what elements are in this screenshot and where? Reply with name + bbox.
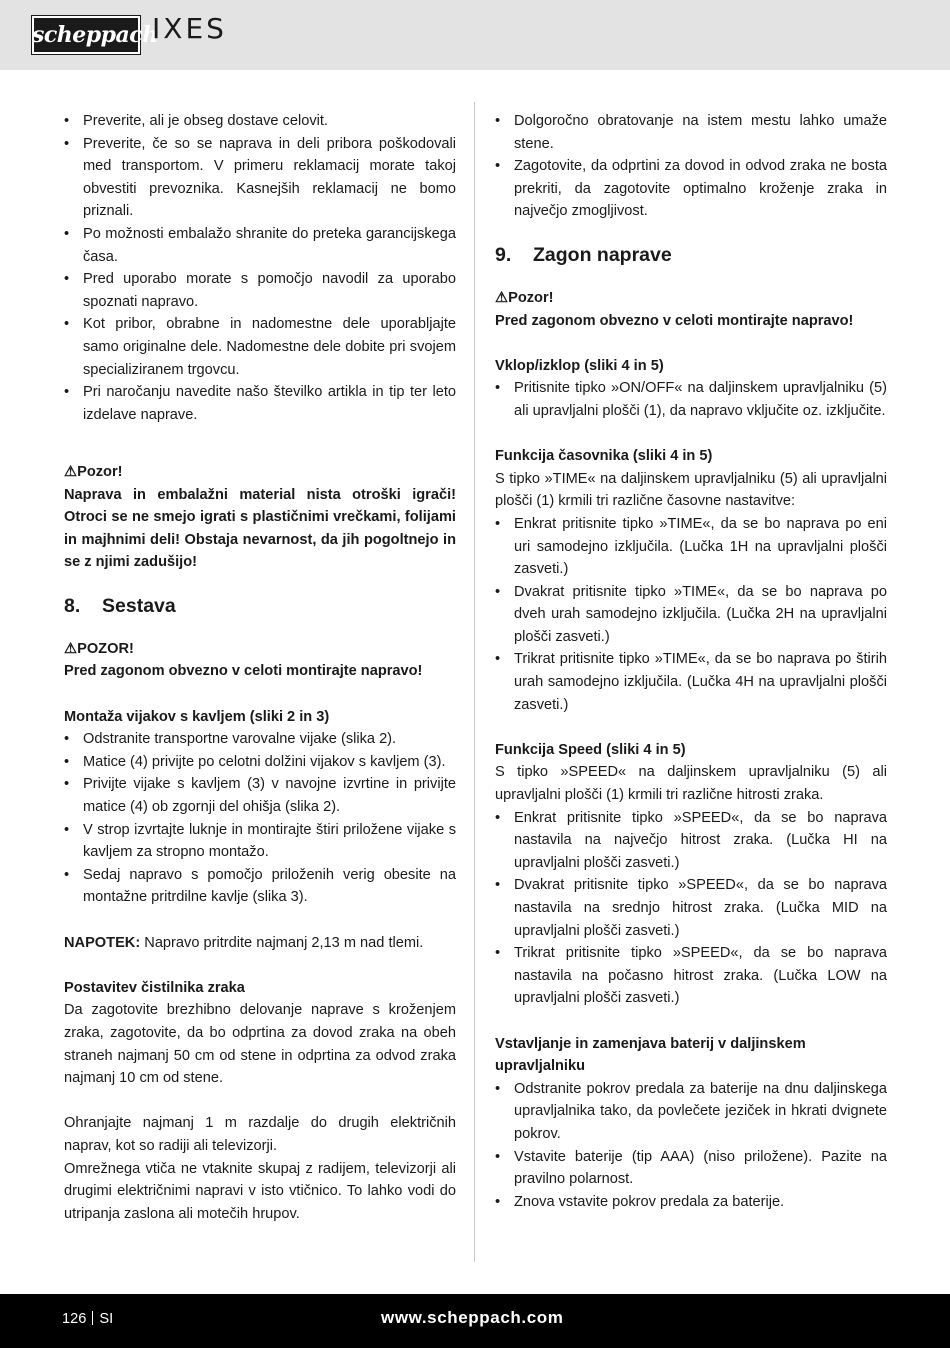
section-heading-8: 8. Sestava bbox=[64, 594, 176, 617]
paragraph: Ohranjajte najmanj 1 m razdalje do drugih električnih naprav, kot so radiji ali televizorji. bbox=[64, 1115, 456, 1154]
list-item: • Po možnosti embalažo shranite do preteka garancijskega časa. bbox=[64, 225, 456, 265]
list-item: • Dvakrat pritisnite tipko »SPEED«, da se bo naprava nastavila na srednjo hitrost zraka. (Lučka MID na upravljalni plošči zasveti.) bbox=[495, 877, 887, 939]
warning-text: Naprava in embalažni material nista otroški igrači! Otroci se ne smejo igrati s plastičnimi vrečkami, folijami in majhnimi deli! Obstaja nevarnost, da jih pogoltnejo in se z njimi zadušijo! bbox=[64, 486, 456, 571]
list-item: • Trikrat pritisnite tipko »SPEED«, da se bo naprava nastavila na počasno hitrost zraka. (Lučka LOW na upravljalni plošči zasveti.) bbox=[495, 945, 887, 1007]
left-column bbox=[64, 110, 456, 1225]
page-number: 126 SI bbox=[62, 1311, 114, 1327]
right-column bbox=[495, 110, 887, 1213]
warning-heading: ⚠POZOR! bbox=[64, 640, 134, 657]
website-link[interactable]: www.scheppach.com bbox=[381, 1308, 564, 1327]
note-paragraph: NAPOTEK: Napravo pritrdite najmanj 2,13 m nad tlemi. bbox=[64, 934, 424, 951]
list-item: • Odstranite pokrov predala za baterije na dnu daljinskega upravljalnika tako, da povlečete jeziček in hkrati dvignete pokrov. bbox=[495, 1080, 887, 1142]
paragraph: S tipko »TIME« na daljinskem upravljalniku (5) ali upravljalni plošči (1) krmili tri različne časovne nastavitve: bbox=[495, 470, 887, 510]
language-code: SI bbox=[99, 1311, 114, 1327]
subsection-heading: Postavitev čistilnika zraka bbox=[64, 979, 245, 996]
list-item: • Sedaj napravo s pomočjo priloženih verig obesite na montažne pritrdilne kavlje (slika 3). bbox=[64, 866, 456, 906]
scheppach-logo: scheppach bbox=[32, 16, 140, 54]
list-item: • Dolgoročno obratovanje na istem mestu lahko umaže stene. bbox=[495, 113, 887, 152]
list-item: • Enkrat pritisnite tipko »TIME«, da se bo naprava po eni uri samodejno izključila. (Lučka 1H na upravljalni plošči zasveti.) bbox=[495, 515, 887, 578]
warning-icon: ⚠ bbox=[495, 289, 509, 306]
warning-icon: ⚠ bbox=[64, 463, 78, 480]
subsection-heading: Funkcija Speed (sliki 4 in 5) bbox=[495, 741, 686, 758]
subsection-heading: Vstavljanje in zamenjava baterij v daljinskem upravljalniku bbox=[495, 1035, 806, 1075]
list-item: • Pritisnite tipko »ON/OFF« na daljinskem upravljalniku (5) ali upravljalni plošči (1), da napravo vključite oz. izključite. bbox=[495, 380, 887, 419]
list-item: • Trikrat pritisnite tipko »TIME«, da se bo naprava po štirih urah samodejno izključila. (Lučka 4H na upravljalni plošči zasveti.) bbox=[495, 651, 887, 713]
warning-text: Pred zagonom obvezno v celoti montirajte napravo! bbox=[495, 312, 854, 329]
subsection-heading: Funkcija časovnika (sliki 4 in 5) bbox=[495, 448, 713, 465]
list-item: • Preverite, ali je obseg dostave celovit. bbox=[64, 113, 328, 129]
list-item: • Zagotovite, da odprtini za dovod in odvod zraka ne bosta prekriti, da zagotovite optimalno kroženje zraka in največjo zmogljivost. bbox=[495, 158, 887, 220]
ixes-brand-logo: IXES bbox=[152, 12, 227, 45]
paragraph: Da zagotovite brezhibno delovanje naprave s kroženjem zraka, zagotovite, da bo odprtina za dovod zraka na obeh straneh najmanj 50 cm od stene in odprtina za odvod zraka najmanj 10 cm od stene. bbox=[64, 1002, 456, 1087]
page-header bbox=[0, 0, 950, 70]
warning-heading: ⚠Pozor! bbox=[495, 289, 554, 306]
mounting-steps-list bbox=[64, 728, 456, 909]
speed-list bbox=[495, 807, 887, 1010]
column-divider bbox=[474, 102, 475, 1262]
list-item: • Odstranite transportne varovalne vijake (slika 2). bbox=[64, 731, 397, 748]
list-item: • Enkrat pritisnite tipko »SPEED«, da se bo naprava nastavila na največjo hitrost zraka. (Lučka HI na upravljalni plošči zasveti.) bbox=[495, 809, 887, 871]
list-item: • V strop izvrtajte luknje in montirajte štiri priložene vijake s kavljem za stropno montažo. bbox=[64, 821, 456, 861]
list-item: • Dvakrat pritisnite tipko »TIME«, da se bo naprava po dveh urah samodejno izključila. (Lučka 2H na upravljalni plošči zasveti.) bbox=[495, 583, 887, 645]
timer-list bbox=[495, 513, 887, 716]
list-item: • Preverite, če so se naprava in deli pribora poškodovali med transportom. V primeru reklamacij morate takoj obvestiti prevoznika. Kasnejših reklamacij ne bomo priznali. bbox=[64, 135, 456, 220]
list-item: • Kot pribor, obrabne in nadomestne dele uporabljajte samo originalne dele. Nadomestne dele dobite pri svojem specializiranem trgovcu. bbox=[64, 316, 456, 378]
page-footer bbox=[0, 1294, 950, 1348]
subsection-heading: Vklop/izklop (sliki 4 in 5) bbox=[495, 357, 664, 374]
battery-list bbox=[495, 1078, 887, 1214]
warning-icon: ⚠ bbox=[64, 640, 78, 657]
warning-heading: ⚠Pozor! bbox=[64, 463, 123, 480]
list-item: • Znova vstavite pokrov predala za baterije. bbox=[495, 1193, 785, 1210]
list-item: • Privijte vijake s kavljem (3) v navojne izvrtine in privijte matice (4) ob zgornji del ohišja (slika 2). bbox=[64, 776, 456, 816]
on-off-list bbox=[495, 377, 887, 422]
list-item: • Pri naročanju navedite našo številko artikla in tip ter leto izdelave naprave. bbox=[64, 384, 456, 423]
delivery-check-list bbox=[64, 110, 456, 426]
list-item: • Vstavite baterije (tip AAA) (niso priložene). Pazite na pravilno polarnost. bbox=[495, 1148, 887, 1188]
placement-notes-list bbox=[495, 110, 887, 223]
warning-text: Pred zagonom obvezno v celoti montirajte napravo! bbox=[64, 663, 423, 680]
paragraph: S tipko »SPEED« na daljinskem upravljalniku (5) ali upravljalni plošči (1) krmili tri različne hitrosti zraka. bbox=[495, 764, 887, 804]
section-heading-9: 9. Zagon naprave bbox=[495, 243, 672, 266]
list-item: • Pred uporabo morate s pomočjo navodil za uporabo spoznati napravo. bbox=[64, 271, 456, 310]
subsection-heading: Montaža vijakov s kavljem (sliki 2 in 3) bbox=[64, 708, 330, 725]
paragraph: Omrežnega vtiča ne vtaknite skupaj z radijem, televizorji ali drugimi električnimi napravi v isto vtičnico. To lahko vodi do utripanja zaslona ali motečih hrupov. bbox=[64, 1160, 456, 1222]
list-item: • Matice (4) privijte po celotni dolžini vijakov s kavljem (3). bbox=[64, 753, 446, 770]
